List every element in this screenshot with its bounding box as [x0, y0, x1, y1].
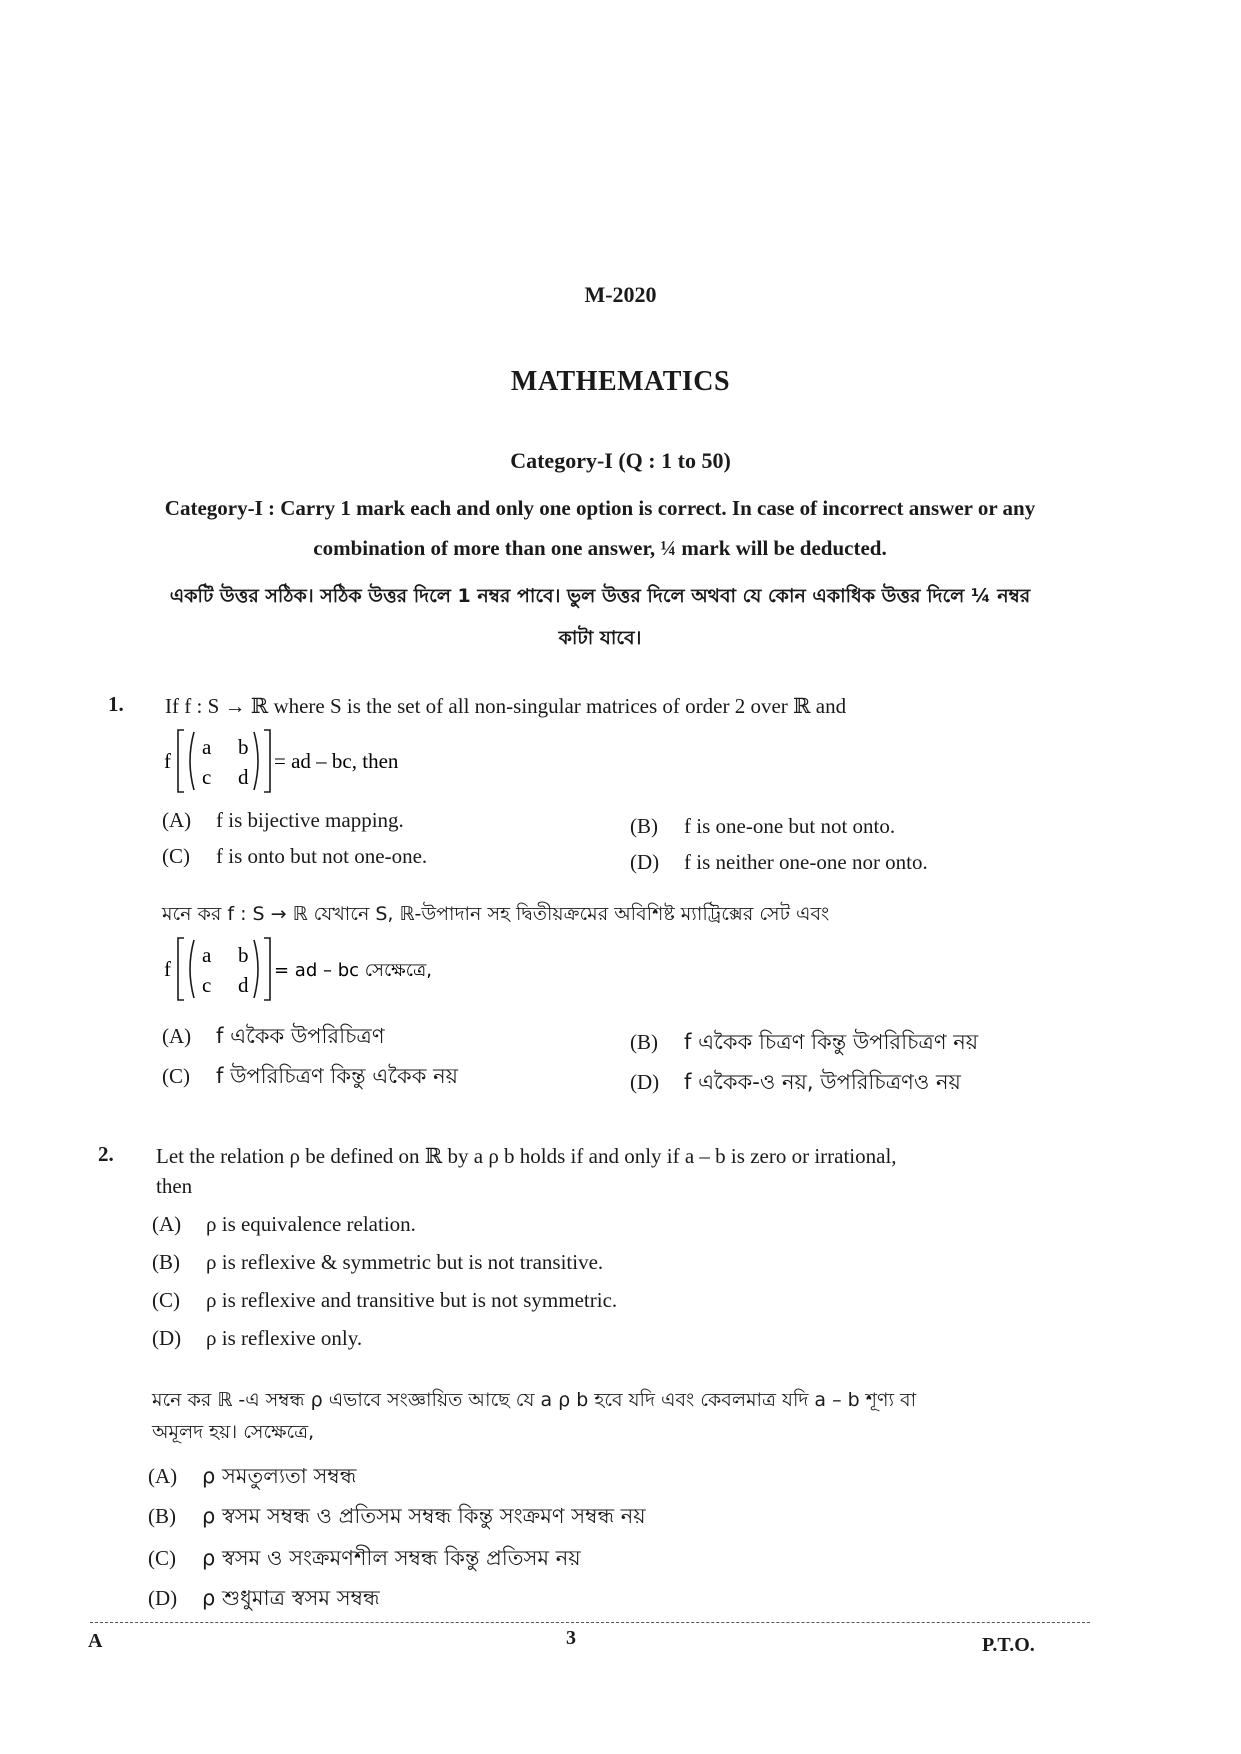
paper-code: M-2020 — [584, 282, 657, 307]
instructions-english: Category-I : Carry 1 mark each and only one option is correct. In case of incorrect answer or any combination of more than one answer, ¼ mark will be deducted. — [164, 496, 1036, 560]
matrix-entry: c — [202, 765, 212, 789]
footer-divider — [90, 1622, 1090, 1623]
option-b-bengali: (B) f একৈক চিত্রণ কিন্তু উপরিচিত্রণ নয় — [630, 1030, 979, 1054]
option-d-bengali: (D) f একৈক-ও নয়, উপরিচিত্রণও নয় — [630, 1070, 961, 1094]
booklet-set-label: A — [88, 1630, 103, 1652]
option-a-bengali: (A) f একৈক উপরিচিত্রণ — [162, 1024, 385, 1048]
question-text-bengali-continued: অমূলদ হয়। সেক্ষেত্রে, — [152, 1421, 315, 1443]
option-a: (A) f is bijective mapping. — [162, 808, 404, 832]
option-d: (D) f is neither one-one nor onto. — [630, 850, 928, 874]
question-number: 1. — [108, 692, 124, 716]
question-text: Let the relation ρ be defined on ℝ by a ρ b holds if and only if a – b is zero or irrational, — [156, 1144, 897, 1168]
matrix-entry: c — [202, 973, 212, 997]
option-a-bengali: (A) ρ সমতুল্যতা সম্বন্ধ — [148, 1464, 357, 1488]
question-text-bengali: মনে কর f : S → ℝ যেখানে S, ℝ-উপাদান সহ দ্বিতীয়ক্রমের অবিশিষ্ট ম্যাট্রিক্সের সেট এবং — [162, 903, 830, 925]
matrix-entry: b — [238, 943, 249, 967]
question-text-continued: then — [156, 1174, 193, 1198]
matrix-entry: a — [202, 943, 212, 967]
matrix-tail: = ad – bc, then — [274, 749, 399, 773]
matrix-tail-bengali: = ad – bc সেক্ষেত্রে, — [274, 960, 432, 981]
matrix-expression — [162, 726, 462, 796]
option-d-bengali: (D) ρ শুধুমাত্র স্বসম সম্বন্ধ — [148, 1586, 380, 1610]
option-b-bengali: (B) ρ স্বসম সম্বন্ধ ও প্রতিসম সম্বন্ধ কিন্তু সংক্রমণ সম্বন্ধ নয় — [148, 1504, 646, 1528]
matrix-entry: b — [238, 735, 249, 759]
matrix-entry: a — [202, 735, 212, 759]
option-b: (B) f is one-one but not onto. — [630, 814, 896, 838]
matrix-entry: d — [238, 973, 249, 997]
category-title: Category-I (Q : 1 to 50) — [510, 448, 731, 473]
option-d: (D) ρ is reflexive only. — [152, 1326, 363, 1350]
matrix-f-label: f — [164, 749, 171, 773]
option-b: (B) ρ is reflexive & symmetric but is not transitive. — [152, 1250, 604, 1274]
question-text-bengali: মনে কর ℝ -এ সম্বন্ধ ρ এভাবে সংজ্ঞায়িত আছে যে a ρ b হবে যদি এবং কেবলমাত্র যদি a – b শূণ্য বা — [152, 1389, 917, 1411]
matrix-entry: d — [238, 765, 249, 789]
matrix-f-label: f — [164, 957, 171, 981]
please-turn-over: P.T.O. — [982, 1634, 1035, 1656]
page-number: 3 — [566, 1627, 576, 1649]
instructions-bengali: একটি উত্তর সঠিক। সঠিক উত্তর দিলে 1 নম্বর পাবে। ভুল উত্তর দিলে অথবা যে কোন একাধিক উত্তর দিলে ¼ নম্বর কাটা যাবে। — [169, 585, 1031, 649]
option-c: (C) ρ is reflexive and transitive but is not symmetric. — [152, 1288, 618, 1312]
subject-title: MATHEMATICS — [510, 366, 731, 397]
option-a: (A) ρ is equivalence relation. — [152, 1212, 416, 1236]
question-text: If f : S → ℝ where S is the set of all non-singular matrices of order 2 over ℝ and — [165, 694, 847, 718]
question-number: 2. — [98, 1142, 114, 1166]
option-c-bengali: (C) f উপরিচিত্রণ কিন্তু একৈক নয় — [162, 1064, 458, 1088]
matrix-expression-bengali — [162, 934, 482, 1004]
option-c: (C) f is onto but not one-one. — [162, 844, 428, 868]
option-c-bengali: (C) ρ স্বসম ও সংক্রমণশীল সম্বন্ধ কিন্তু প্রতিসম নয় — [148, 1546, 581, 1570]
